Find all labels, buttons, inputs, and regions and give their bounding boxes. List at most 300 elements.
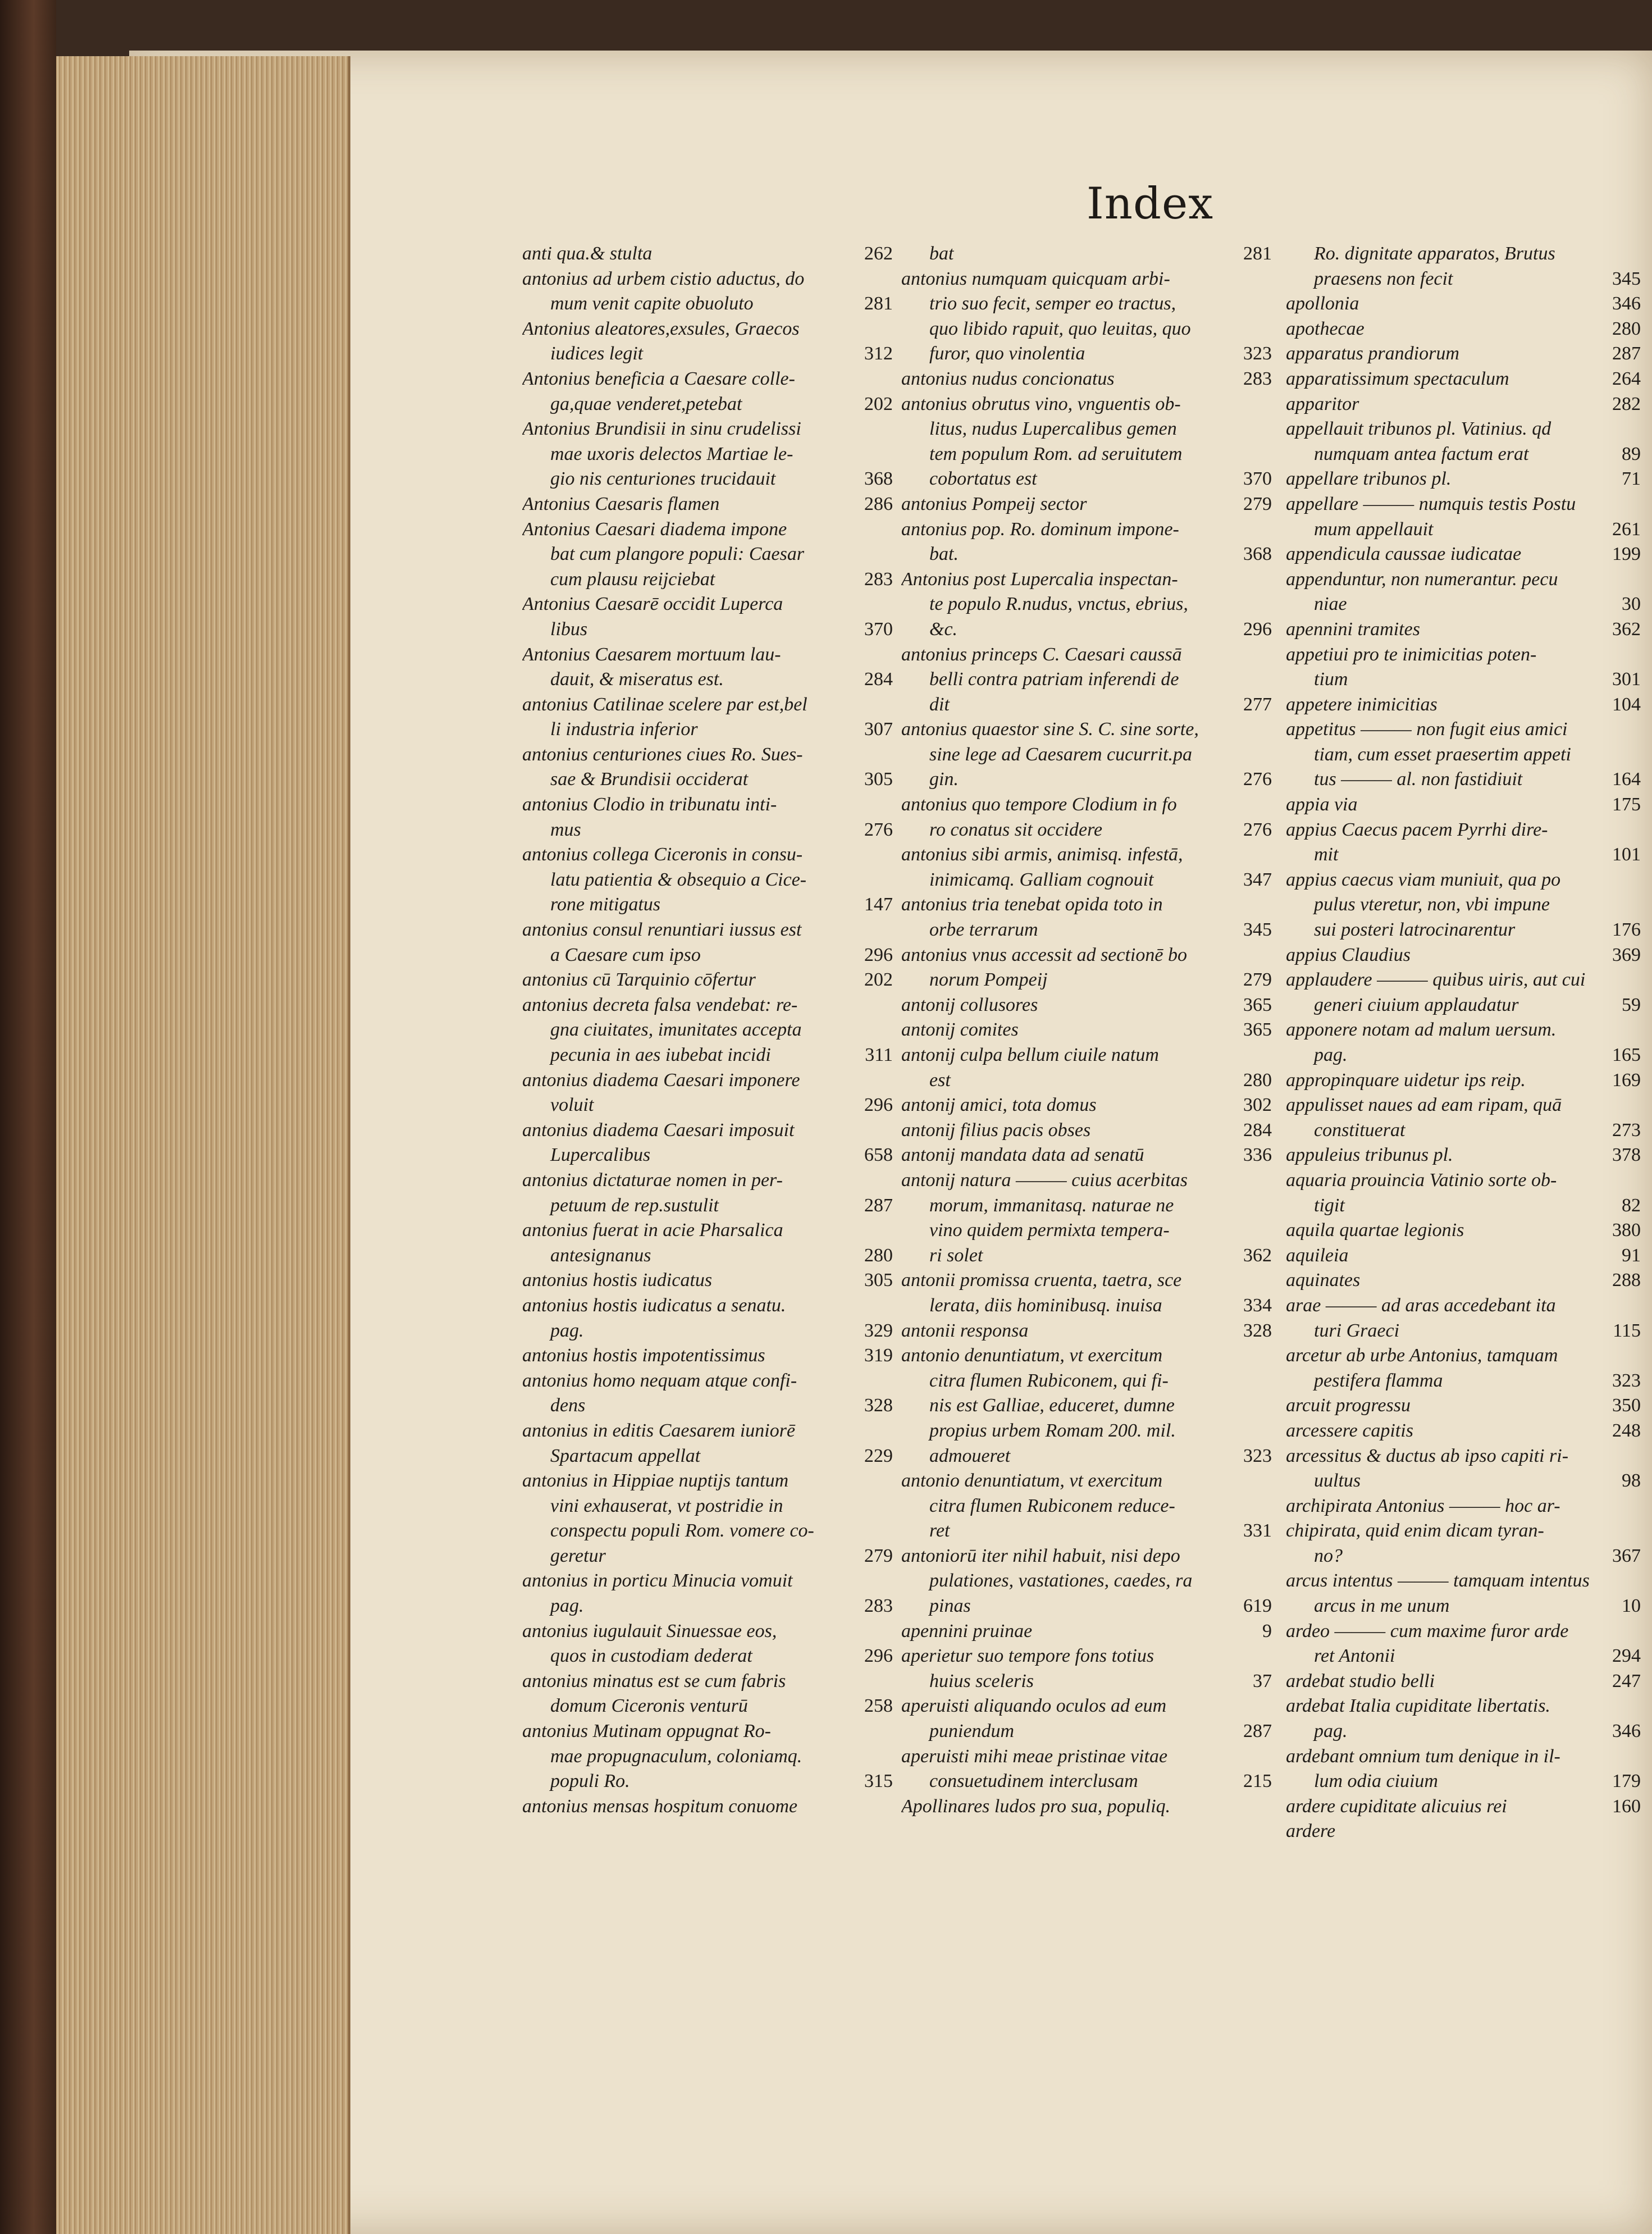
index-entry: [1286, 1268, 1652, 1293]
entry-page-number: 282: [1612, 393, 1641, 414]
entry-term: antonius princeps C. Caesari caussā: [901, 644, 1182, 665]
index-entry: [901, 1018, 1283, 1043]
entry-page-number: 378: [1612, 1145, 1641, 1166]
index-entry: [1286, 417, 1652, 442]
index-entry: [522, 1644, 904, 1669]
entry-term: appulisset naues ad eam ripam, quā: [1286, 1095, 1562, 1116]
index-entry: [522, 1519, 904, 1544]
entry-term: petuum de rep.sustulit: [550, 1194, 719, 1216]
entry-term: pag.: [1314, 1721, 1348, 1742]
entry-page-number: 368: [864, 468, 893, 490]
entry-page-number: 370: [1243, 468, 1272, 490]
index-entry: [1286, 1319, 1652, 1344]
entry-term: cobortatus est: [929, 468, 1037, 490]
index-entry: [522, 1268, 904, 1293]
entry-term: conspectu populi Rom. vomere co-: [550, 1520, 814, 1542]
entry-term: no?: [1314, 1545, 1343, 1566]
entry-term: antonius in editis Caesarem iuniorē: [522, 1420, 796, 1441]
index-entry: [1286, 567, 1652, 592]
entry-page-number: 280: [864, 1244, 893, 1266]
entry-term: antonius diadema Caesari imposuit: [522, 1119, 795, 1141]
index-entry: [901, 1569, 1283, 1594]
entry-page-number: 283: [864, 1595, 893, 1617]
entry-term: gna ciuitates, imunitates accepta: [550, 1019, 802, 1041]
entry-page-number: 350: [1612, 1395, 1641, 1416]
entry-term: generi ciuium applaudatur: [1314, 994, 1519, 1015]
entry-term: Antonius Caesaris flamen: [522, 493, 720, 514]
entry-page-number: 287: [864, 1194, 893, 1216]
index-entry: [901, 892, 1283, 918]
entry-term: antonij amici, tota domus: [901, 1095, 1097, 1116]
entry-term: aquinates: [1286, 1270, 1361, 1291]
index-entry: [901, 1143, 1283, 1168]
entry-term: huius sceleris: [929, 1670, 1034, 1692]
entry-page-number: 284: [864, 669, 893, 690]
entry-page-number: 281: [864, 293, 893, 314]
entry-term: lerata, diis hominibusq. inuisa: [929, 1294, 1162, 1316]
index-entry: [522, 1469, 904, 1494]
entry-page-number: 328: [864, 1395, 893, 1416]
entry-page-number: 302: [1243, 1095, 1272, 1116]
entry-page-number: 296: [864, 1645, 893, 1667]
entry-page-number: 9: [1262, 1620, 1272, 1642]
index-entry: [1286, 592, 1652, 617]
index-entry: [522, 617, 904, 642]
entry-term: sui posteri latrocinarentur: [1314, 919, 1516, 941]
entry-term: cum plausu reijciebat: [550, 568, 715, 590]
index-entry: [1286, 1719, 1652, 1744]
entry-page-number: 264: [1612, 368, 1641, 389]
index-entry: [522, 1093, 904, 1118]
index-entry: [901, 317, 1283, 342]
index-entry: [901, 492, 1283, 517]
entry-page-number: 296: [864, 1095, 893, 1116]
index-entry: [1286, 267, 1652, 292]
entry-term: morum, immanitasq. naturae ne: [929, 1194, 1174, 1216]
entry-page-number: 176: [1612, 919, 1641, 941]
entry-term: apponere notam ad malum uersum.: [1286, 1019, 1557, 1041]
index-entry: [1286, 1293, 1652, 1319]
entry-term: bat: [929, 243, 954, 264]
index-entry: [1286, 467, 1652, 492]
entry-page-number: 115: [1613, 1320, 1641, 1341]
index-entry: [522, 1369, 904, 1394]
index-entry: [1286, 1469, 1652, 1494]
index-entry: [1286, 667, 1652, 692]
index-entry: [1286, 1769, 1652, 1794]
entry-term: antonius homo nequam atque confi-: [522, 1370, 797, 1391]
index-entry: [901, 617, 1283, 642]
entry-term: Antonius beneficia a Caesare colle-: [522, 368, 795, 389]
entry-page-number: 346: [1612, 293, 1641, 314]
entry-term: latu patientia & obsequio a Cice-: [550, 869, 807, 890]
entry-term: aquila quartae legionis: [1286, 1220, 1464, 1241]
index-entry: [522, 1419, 904, 1444]
entry-term: vino quidem permixta tempera-: [929, 1220, 1170, 1241]
entry-page-number: 280: [1612, 318, 1641, 339]
entry-term: appellauit tribunos pl. Vatinius. qd: [1286, 418, 1551, 440]
entry-term: antonij culpa bellum ciuile natum: [901, 1045, 1159, 1065]
index-entry: [901, 767, 1283, 792]
entry-term: apothecae: [1286, 318, 1365, 339]
entry-page-number: 104: [1612, 694, 1641, 715]
entry-term: Spartacum appellat: [550, 1445, 701, 1466]
entry-term: propius urbem Romam 200. mil.: [929, 1420, 1176, 1441]
index-entry: [1286, 818, 1652, 843]
index-entry: [1286, 1343, 1652, 1369]
index-entry: [1286, 617, 1652, 642]
entry-term: antonij comites: [901, 1019, 1019, 1041]
index-entry: [1286, 1669, 1652, 1694]
index-entry: [1286, 1018, 1652, 1043]
entry-term: trio suo fecit, semper eo tractus,: [929, 293, 1176, 314]
entry-term: arcessitus & ductus ab ipso capiti ri-: [1286, 1445, 1569, 1466]
entry-term: mum venit capite obuoluto: [550, 293, 754, 314]
entry-term: praesens non fecit: [1314, 268, 1453, 289]
entry-term: appellare tribunos pl.: [1286, 468, 1452, 490]
index-entry: [522, 417, 904, 442]
index-entry: [522, 667, 904, 692]
entry-term: ret Antonii: [1314, 1645, 1395, 1667]
entry-term: ro conatus sit occidere: [929, 819, 1103, 840]
entry-page-number: 307: [864, 719, 893, 740]
entry-term: antonius iugulauit Sinuessae eos,: [522, 1620, 777, 1642]
index-entry: [522, 317, 904, 342]
index-entry: [522, 968, 904, 993]
page-edges: [56, 56, 350, 2234]
index-entry: [901, 642, 1283, 668]
entry-page-number: 286: [864, 493, 893, 514]
entry-term: antoniorū iter nihil habuit, nisi depo: [901, 1545, 1180, 1566]
entry-term: arcetur ab urbe Antonius, tamquam: [1286, 1345, 1558, 1366]
index-entry: [901, 1794, 1283, 1820]
entry-term: appius Claudius: [1286, 944, 1411, 965]
index-entry: [522, 868, 904, 893]
entry-term: nis est Galliae, educeret, dumne: [929, 1395, 1175, 1416]
entry-page-number: 261: [1612, 518, 1641, 540]
entry-page-number: 319: [864, 1345, 893, 1366]
entry-term: sine lege ad Caesarem cucurrit.pa: [929, 744, 1193, 765]
entry-term: antonius pop. Ro. dominum impone-: [901, 518, 1179, 540]
index-entry: [901, 592, 1283, 617]
entry-page-number: 281: [1243, 243, 1272, 264]
index-entry: [522, 792, 904, 818]
entry-term: appius Caecus pacem Pyrrhi dire-: [1286, 819, 1548, 840]
entry-page-number: 305: [864, 769, 893, 790]
entry-term: tus ——— al. non fastidiuit: [1314, 769, 1523, 790]
entry-term: Antonius Caesarē occidit Luperca: [522, 594, 783, 615]
entry-term: iudices legit: [550, 343, 644, 364]
entry-page-number: 312: [864, 343, 893, 364]
entry-term: antonius Catilinae scelere par est,bel: [522, 694, 807, 715]
index-entry: [1286, 692, 1652, 718]
index-entry: [1286, 1619, 1652, 1644]
entry-term: appendicula caussae iudicatae: [1286, 544, 1522, 565]
entry-page-number: 323: [1243, 343, 1272, 364]
index-entry: [522, 592, 904, 617]
entry-term: antonij filius pacis obses: [901, 1119, 1091, 1141]
entry-term: tiam, cum esset praesertim appeti: [1314, 744, 1571, 765]
entry-term: gio nis centuriones trucidauit: [550, 468, 776, 490]
entry-term: voluit: [550, 1095, 594, 1116]
entry-page-number: 311: [865, 1045, 893, 1065]
entry-term: tium: [1314, 669, 1348, 690]
entry-page-number: 315: [864, 1771, 893, 1792]
index-entry: [522, 1669, 904, 1694]
index-entry: [901, 442, 1283, 467]
index-entry: [1286, 1494, 1652, 1519]
index-entry: [522, 1018, 904, 1043]
index-entry: [901, 567, 1283, 592]
index-entry: [522, 1769, 904, 1794]
entry-page-number: 336: [1243, 1145, 1272, 1166]
index-entry: [1286, 317, 1652, 342]
entry-term: antonius Clodio in tribunatu inti-: [522, 794, 777, 815]
entry-page-number: 37: [1253, 1670, 1272, 1692]
index-entry: [522, 542, 904, 567]
entry-page-number: 283: [1243, 368, 1272, 389]
index-entry: [901, 1669, 1283, 1694]
entry-term: ret: [929, 1520, 950, 1542]
entry-term: archipirata Antonius ——— hoc ar-: [1286, 1495, 1560, 1516]
entry-page-number: 301: [1612, 669, 1641, 690]
entry-page-number: 365: [1243, 994, 1272, 1015]
entry-term: mus: [550, 819, 581, 840]
entry-term: antonius cū Tarquinio cōfertur: [522, 969, 756, 991]
entry-term: admoueret: [929, 1445, 1011, 1466]
entry-term: appetitus ——— non fugit eius amici: [1286, 719, 1568, 740]
index-entry: [901, 1268, 1283, 1293]
index-entry: [1286, 1118, 1652, 1143]
index-entry: [522, 1193, 904, 1219]
entry-term: ardebat studio belli: [1286, 1670, 1435, 1692]
entry-page-number: 276: [1243, 769, 1272, 790]
entry-term: antonius nudus concionatus: [901, 368, 1115, 389]
entry-page-number: 279: [864, 1545, 893, 1566]
entry-term: ri solet: [929, 1244, 983, 1266]
entry-term: constituerat: [1314, 1119, 1405, 1141]
index-entry: [1286, 1544, 1652, 1569]
index-entry: [1286, 1794, 1652, 1820]
index-entry: [522, 1068, 904, 1093]
index-entry: [522, 1293, 904, 1319]
entry-term: litus, nudus Lupercalibus gemen: [929, 418, 1177, 440]
index-entry: [522, 1218, 904, 1243]
entry-page-number: 30: [1622, 594, 1641, 615]
entry-term: pag.: [550, 1320, 584, 1341]
index-entry: [901, 1769, 1283, 1794]
index-entry: [901, 1319, 1283, 1344]
entry-term: est: [929, 1069, 951, 1091]
entry-page-number: 346: [1612, 1721, 1641, 1742]
index-entry: [522, 1694, 904, 1719]
entry-term: ardebant omnium tum denique in il-: [1286, 1745, 1560, 1767]
entry-term: citra flumen Rubiconem reduce-: [929, 1495, 1175, 1516]
entry-term: pinas: [929, 1595, 971, 1617]
index-entry: [1286, 767, 1652, 792]
entry-page-number: 276: [864, 819, 893, 840]
index-entry: [1286, 1419, 1652, 1444]
entry-term: dens: [550, 1395, 586, 1416]
index-entry: [901, 367, 1283, 392]
entry-term: uultus: [1314, 1470, 1361, 1492]
entry-term: lum odia ciuium: [1314, 1771, 1438, 1792]
entry-term: antonius hostis impotentissimus: [522, 1345, 765, 1366]
entry-page-number: 370: [864, 618, 893, 640]
index-entry: [901, 1594, 1283, 1619]
entry-term: a Caesare cum ipso: [550, 944, 701, 965]
entry-term: arcus intentus ——— tamquam intentus: [1286, 1570, 1590, 1592]
index-entry: [901, 667, 1283, 692]
entry-term: &c.: [929, 618, 958, 640]
entry-term: Apollinares ludos pro sua, populiq.: [901, 1795, 1171, 1817]
entry-term: inimicamq. Galliam cognouit: [929, 869, 1154, 890]
entry-term: antonius Mutinam oppugnat Ro-: [522, 1721, 771, 1742]
entry-term: apollonia: [1286, 293, 1359, 314]
entry-term: apparatus prandiorum: [1286, 343, 1459, 364]
index-entry: [1286, 1744, 1652, 1770]
index-entry: [901, 868, 1283, 893]
entry-page-number: 202: [864, 393, 893, 414]
index-entry: [1286, 943, 1652, 968]
index-entry: [522, 1569, 904, 1594]
entry-term: consuetudinem interclusam: [929, 1771, 1138, 1792]
index-column-1: [522, 241, 904, 1819]
entry-page-number: 367: [1612, 1545, 1641, 1566]
entry-term: ga,quae venderet,petebat: [550, 393, 742, 414]
index-entry: [522, 341, 904, 367]
entry-page-number: 10: [1622, 1595, 1641, 1617]
index-entry: [901, 392, 1283, 417]
entry-term: sae & Brundisii occiderat: [550, 769, 749, 790]
entry-term: arae ——— ad aras accedebant ita: [1286, 1294, 1556, 1316]
entry-term: antonius obrutus vino, vnguentis ob-: [901, 393, 1181, 414]
index-entry: [1286, 517, 1652, 542]
entry-term: arcuit progressu: [1286, 1395, 1411, 1416]
entry-term: gin.: [929, 769, 959, 790]
entry-term: mit: [1314, 844, 1339, 865]
entry-term: antonius in Hippiae nuptijs tantum: [522, 1470, 789, 1492]
index-entry: [901, 467, 1283, 492]
index-entry: [522, 742, 904, 768]
index-entry: [1286, 1594, 1652, 1619]
entry-page-number: 165: [1612, 1045, 1641, 1065]
index-entry: [522, 1243, 904, 1269]
entry-term: antonius Pompeij sector: [901, 493, 1087, 514]
index-entry: [901, 1519, 1283, 1544]
entry-page-number: 147: [864, 894, 893, 915]
entry-term: antesignanus: [550, 1244, 651, 1266]
entry-term: antonii promissa cruenta, taetra, sce: [901, 1270, 1182, 1291]
index-entry: [1286, 1569, 1652, 1594]
index-entry: [1286, 892, 1652, 918]
entry-term: antonius sibi armis, animisq. infestā,: [901, 844, 1183, 865]
entry-term: antonius collega Ciceronis in consu-: [522, 844, 803, 865]
index-entry: [522, 692, 904, 718]
entry-term: apparatissimum spectaculum: [1286, 368, 1509, 389]
entry-term: ardere: [1286, 1821, 1336, 1842]
index-entry: [522, 717, 904, 742]
entry-term: aquaria prouincia Vatinio sorte ob-: [1286, 1169, 1557, 1191]
entry-page-number: 323: [1612, 1370, 1641, 1391]
entry-term: turi Graeci: [1314, 1320, 1400, 1341]
entry-term: tem populum Rom. ad seruitutem: [929, 443, 1183, 464]
entry-page-number: 329: [864, 1320, 893, 1341]
entry-page-number: 294: [1612, 1645, 1641, 1667]
entry-term: antonius numquam quicquam arbi-: [901, 268, 1170, 289]
index-entry: [901, 918, 1283, 943]
index-entry: [522, 1444, 904, 1469]
entry-term: antonius consul renuntiari iussus est: [522, 919, 802, 941]
index-entry: [522, 1619, 904, 1644]
index-entry: [1286, 367, 1652, 392]
entry-term: Antonius aleatores,exsules, Graecos: [522, 318, 800, 339]
entry-term: antonij mandata data ad senatū: [901, 1145, 1144, 1166]
index-entry: [1286, 1143, 1652, 1168]
entry-term: Antonius Brundisii in sinu crudelissi: [522, 418, 801, 440]
index-entry: [901, 1469, 1283, 1494]
entry-term: appellare ——— numquis testis Postu: [1286, 493, 1576, 514]
entry-term: apennini pruinae: [901, 1620, 1033, 1642]
index-entry: [1286, 1068, 1652, 1093]
entry-term: furor, quo vinolentia: [929, 343, 1085, 364]
entry-page-number: 369: [1612, 944, 1641, 965]
entry-page-number: 347: [1243, 869, 1272, 890]
entry-term: antonius tria tenebat opida toto in: [901, 894, 1163, 915]
index-entry: [1286, 1444, 1652, 1469]
index-entry: [522, 842, 904, 868]
entry-term: bat cum plangore populi: Caesar: [550, 544, 805, 565]
entry-term: pulationes, vastationes, caedes, ra: [929, 1570, 1193, 1592]
entry-page-number: 160: [1612, 1795, 1641, 1817]
index-entry: [901, 1068, 1283, 1093]
index-entry: [522, 241, 904, 267]
index-entry: [522, 442, 904, 467]
entry-page-number: 101: [1612, 844, 1641, 865]
entry-term: chipirata, quid enim dicam tyran-: [1286, 1520, 1544, 1542]
index-entry: [901, 1719, 1283, 1744]
index-entry: [1286, 442, 1652, 467]
entry-term: apparitor: [1286, 393, 1359, 414]
entry-term: aperuisti mihi meae pristinae vitae: [901, 1745, 1168, 1767]
index-entry: [1286, 1218, 1652, 1243]
entry-page-number: 279: [1243, 969, 1272, 991]
index-entry: [901, 1694, 1283, 1719]
index-entry: [522, 818, 904, 843]
index-entry: [1286, 792, 1652, 818]
index-entry: [1286, 1519, 1652, 1544]
index-entry: [901, 1619, 1283, 1644]
entry-page-number: 380: [1612, 1220, 1641, 1241]
entry-page-number: 279: [1243, 493, 1272, 514]
entry-term: appius caecus viam muniuit, qua po: [1286, 869, 1561, 890]
index-entry: [1286, 1243, 1652, 1269]
entry-page-number: 345: [1612, 268, 1641, 289]
index-entry: [522, 1594, 904, 1619]
entry-term: appropinquare uidetur ips reip.: [1286, 1069, 1526, 1091]
index-entry: [901, 1494, 1283, 1519]
index-entry: [1286, 1168, 1652, 1193]
entry-term: antonius ad urbem cistio aductus, do: [522, 268, 805, 289]
index-entry: [522, 517, 904, 542]
index-entry: [1286, 492, 1652, 517]
index-entry: [901, 968, 1283, 993]
index-entry: [522, 892, 904, 918]
entry-term: dit: [929, 694, 950, 715]
entry-page-number: 59: [1622, 994, 1641, 1015]
entry-page-number: 296: [864, 944, 893, 965]
index-entry: [901, 341, 1283, 367]
